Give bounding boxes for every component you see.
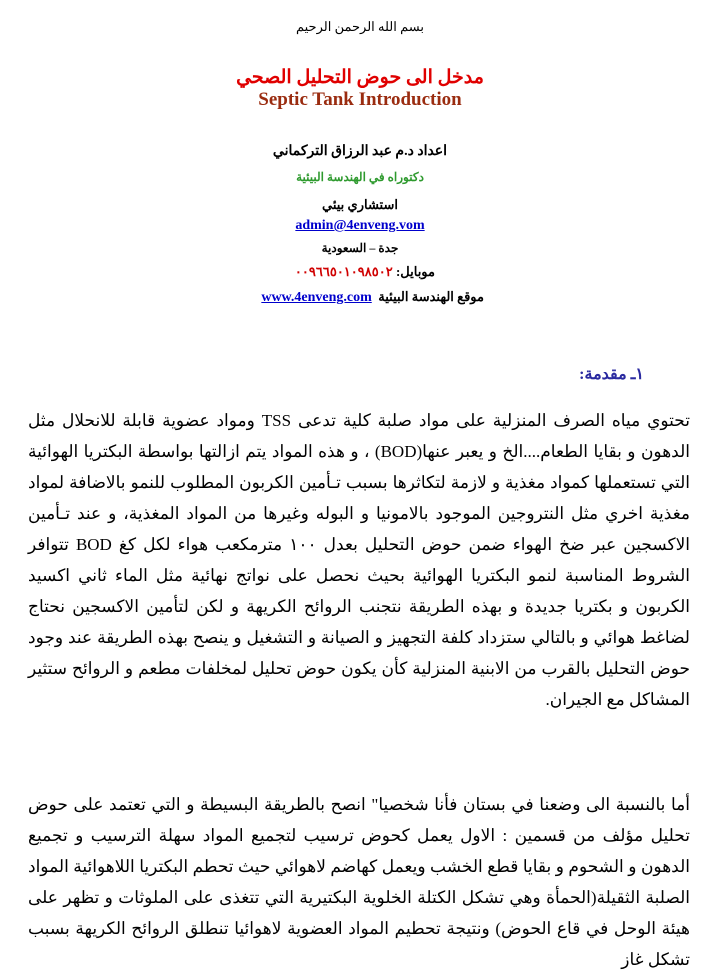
mobile-line <box>295 264 435 280</box>
author-role: استشاري بيئي <box>322 197 398 212</box>
paragraph-recommendation: أما بالنسبة الى وضعنا في بستان فأنا شخصيا" انصح بالطريقة البسيطة و التي تعتمد على حوض تحليل مؤلف من قسمين : الاول يعمل كحوض ترسيب لتجميع المواد سهلة الترسيب و تجميع الدهون و الشحوم و بقايا قطع الخشب ويعمل كهاضم لاهوائي حيث تحطم البكتريا اللاهوائية المواد الصلبة الثقيلة(الحمأة وهي تشكل الكتلة الخلوية البكتيرية التي تتغذى على الملوثات و تظهر على هيئة الوحل في قاع الحوض) ونتيجة تحطيم المواد العضوية لاهوائيا تنطلق الروائح الكريهة بسبب تشكل غاز <box>28 795 690 969</box>
basmala: بسم الله الرحمن الرحيم <box>295 19 424 34</box>
paragraph-intro: تحتوي مياه الصرف المنزلية على مواد صلبة كلية تدعى TSS ومواد عضوية قابلة للانحلال مثل الدهون و بقايا الطعام....الخ و يعبر عنها(BOD) ، و هذه المواد يتم ازالتها بواسطة البكتريا الهوائية التي تستعملها كمواد مغذية و لازمة لتكاثرها بسبب تـأمين الكربون المطلوب للنمو بالاضافة لمواد مغذية اخري مثل النتروجين الموجود بالامونيا و البوله وغيرها من المواد المغذية، و عند تـأمين الاكسجين عبر ضخ الهواء ضمن حوض التحليل بعدل ١٠٠ مترمكعب هواء لكل كغ BOD تتوافر الشروط المناسبة لنمو البكتريا الهوائية بحيث نحصل على نواتج نهائية مثل الماء ثاني اكسيد الكربون و بكتريا جديدة و بهذه الطريقة نتجنب الروائح الكريهة و لكن لتأمين الاكسجين نحتاج لضاغط هوائي و بالتالي ستزداد كلفة التجهيز و الصيانة و التشغيل و ينصح بهذه الطريقة عند وجود حوض التحليل بالقرب من الابنية المنزلية كأن يكون حوض تحليل لمخلفات مطعم و الروائح ستثير المشاكل مع الجيران. <box>28 411 691 709</box>
section-heading: ١ـ مقدمة: <box>579 366 644 383</box>
author-name: اعداد د.م عبد الرزاق التركماني <box>272 144 448 159</box>
website-link[interactable]: www.4enveng.com <box>261 290 372 305</box>
website-line <box>261 289 484 306</box>
mobile-label: موبايل: <box>395 264 435 279</box>
email-link[interactable]: admin@4enveng.vom <box>295 218 425 233</box>
page-title-arabic: مدخل الى حوض التحليل الصحي <box>236 67 484 88</box>
mobile-number: ٠٠٩٦٦٥٠١٠٩٨٥٠٢ <box>294 264 393 279</box>
author-degree: دكتوراه في الهندسة البيئية <box>296 170 424 184</box>
author-location: جدة – السعودية <box>321 241 399 255</box>
page-title-english: Septic Tank Introduction <box>258 89 462 110</box>
website-label: موقع الهندسة البيئية <box>378 289 484 304</box>
